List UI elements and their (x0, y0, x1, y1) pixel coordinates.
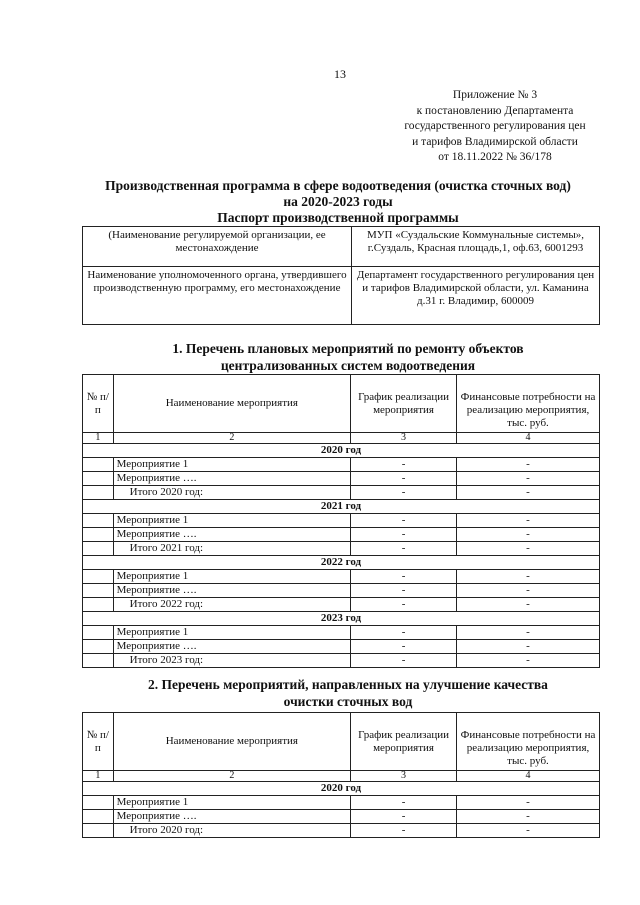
row-finance: - (457, 640, 600, 654)
section1-title (78, 340, 618, 374)
row-schedule: - (351, 626, 457, 640)
table-row (83, 640, 600, 654)
column-number: 3 (351, 771, 457, 782)
row-finance: - (457, 458, 600, 472)
appendix-line: к постановлению Департамента (416, 104, 574, 117)
row-no (83, 486, 114, 500)
column-header-finance: Финансовые потребности на реализацию мероприятия, тыс. руб. (457, 713, 600, 771)
row-name: Мероприятие …. (113, 584, 350, 598)
page-number: 13 (334, 67, 346, 81)
row-no (83, 528, 114, 542)
row-no (83, 626, 114, 640)
column-header-no: № п/п (83, 375, 114, 433)
row-finance: - (457, 472, 600, 486)
table-header-row (83, 713, 600, 771)
row-no (83, 824, 114, 838)
passport-value: Департамент государственного регулирования цен и тарифов Владимирской области, ул. Каманина д.31 г. Владимир, 600009 (352, 267, 600, 325)
total-row (83, 824, 600, 838)
row-total-label: Итого 2023 год: (113, 654, 350, 668)
row-no (83, 640, 114, 654)
table-row (83, 528, 600, 542)
row-finance: - (457, 654, 600, 668)
column-header-schedule: График реализации мероприятия (351, 713, 457, 771)
row-schedule: - (351, 514, 457, 528)
passport-heading: Паспорт производственной программы (217, 210, 459, 225)
table-row (83, 810, 600, 824)
row-finance: - (457, 528, 600, 542)
row-schedule: - (351, 640, 457, 654)
column-header-name: Наименование мероприятия (113, 375, 350, 433)
row-name: Мероприятие 1 (113, 458, 350, 472)
row-name: Мероприятие …. (113, 528, 350, 542)
row-name: Мероприятие …. (113, 640, 350, 654)
row-schedule: - (351, 458, 457, 472)
row-schedule: - (351, 810, 457, 824)
total-row (83, 542, 600, 556)
year-row (83, 444, 600, 458)
row-finance: - (457, 584, 600, 598)
year-row (83, 612, 600, 626)
row-schedule: - (351, 824, 457, 838)
column-header-schedule: График реализации мероприятия (351, 375, 457, 433)
column-header-name: Наименование мероприятия (113, 713, 350, 771)
year-label: 2020 год (83, 444, 600, 458)
appendix-block (380, 88, 610, 166)
section1-table (82, 374, 600, 668)
row-no (83, 584, 114, 598)
column-header-finance: Финансовые потребности на реализацию мероприятия, тыс. руб. (457, 375, 600, 433)
row-no (83, 598, 114, 612)
row-no (83, 654, 114, 668)
column-number: 2 (113, 433, 350, 444)
column-number: 3 (351, 433, 457, 444)
row-no (83, 542, 114, 556)
document-title-line2: на 2020-2023 годы (283, 194, 393, 209)
table-row (83, 458, 600, 472)
row-total-label: Итого 2021 год: (113, 542, 350, 556)
row-no (83, 570, 114, 584)
row-name: Мероприятие 1 (113, 796, 350, 810)
table-header-row (83, 375, 600, 433)
column-number-row (83, 771, 600, 782)
year-row (83, 556, 600, 570)
passport-label: (Наименование регулируемой организации, ее местонахождение (83, 227, 352, 267)
row-schedule: - (351, 584, 457, 598)
appendix-line: и тарифов Владимирской области (412, 135, 578, 148)
row-schedule: - (351, 598, 457, 612)
row-name: Мероприятие 1 (113, 626, 350, 640)
passport-value: МУП «Суздальские Коммунальные системы», г.Суздаль, Красная площадь,1, оф.63, 6001293 (352, 227, 600, 267)
row-schedule: - (351, 542, 457, 556)
row-total-label: Итого 2022 год: (113, 598, 350, 612)
row-finance: - (457, 626, 600, 640)
table-row (83, 796, 600, 810)
row-name: Мероприятие …. (113, 810, 350, 824)
row-finance: - (457, 598, 600, 612)
row-finance: - (457, 570, 600, 584)
row-no (83, 810, 114, 824)
row-schedule: - (351, 796, 457, 810)
section2-title-line1: 2. Перечень мероприятий, направленных на улучшение качества (148, 677, 548, 692)
appendix-line: Приложение № 3 (452, 89, 538, 101)
section1-title-line1: 1. Перечень плановых мероприятий по ремонту объектов (172, 341, 524, 356)
column-header-no: № п/п (83, 713, 114, 771)
passport-label: Наименование уполномоченного органа, утвердившего производственную программу, его местонахождение (83, 267, 352, 325)
passport-row (83, 267, 600, 325)
column-number: 1 (83, 433, 114, 444)
row-no (83, 796, 114, 810)
table-row (83, 472, 600, 486)
appendix-line: от 18.11.2022 № 36/178 (438, 151, 552, 163)
table-row (83, 570, 600, 584)
year-label: 2022 год (83, 556, 600, 570)
row-finance: - (457, 796, 600, 810)
row-schedule: - (351, 528, 457, 542)
passport-row (83, 227, 600, 267)
row-schedule: - (351, 570, 457, 584)
appendix-line: государственного регулирования цен (404, 120, 586, 132)
row-name: Мероприятие 1 (113, 514, 350, 528)
column-number: 2 (113, 771, 350, 782)
document-title (78, 178, 598, 210)
table-row (83, 584, 600, 598)
row-schedule: - (351, 486, 457, 500)
row-name: Мероприятие 1 (113, 570, 350, 584)
total-row (83, 654, 600, 668)
row-schedule: - (351, 654, 457, 668)
passport-table (82, 226, 600, 325)
section1-title-line2: централизованных систем водоотведения (220, 358, 476, 373)
table-row (83, 514, 600, 528)
column-number: 1 (83, 771, 114, 782)
section2-title (78, 676, 618, 710)
year-row (83, 782, 600, 796)
row-no (83, 472, 114, 486)
year-label: 2023 год (83, 612, 600, 626)
row-total-label: Итого 2020 год: (113, 824, 350, 838)
column-number: 4 (457, 771, 600, 782)
total-row (83, 598, 600, 612)
section2-table (82, 712, 600, 838)
row-schedule: - (351, 472, 457, 486)
row-no (83, 514, 114, 528)
column-number-row (83, 433, 600, 444)
table-row (83, 626, 600, 640)
year-row (83, 500, 600, 514)
document-title-line1: Производственная программа в сфере водоотведения (очистка сточных вод) (105, 178, 571, 193)
row-no (83, 458, 114, 472)
year-label: 2020 год (83, 782, 600, 796)
row-name: Мероприятие …. (113, 472, 350, 486)
row-total-label: Итого 2020 год: (113, 486, 350, 500)
year-label: 2021 год (83, 500, 600, 514)
total-row (83, 486, 600, 500)
row-finance: - (457, 542, 600, 556)
row-finance: - (457, 824, 600, 838)
row-finance: - (457, 810, 600, 824)
section2-title-line2: очистки сточных вод (283, 694, 413, 709)
row-finance: - (457, 486, 600, 500)
column-number: 4 (457, 433, 600, 444)
row-finance: - (457, 514, 600, 528)
